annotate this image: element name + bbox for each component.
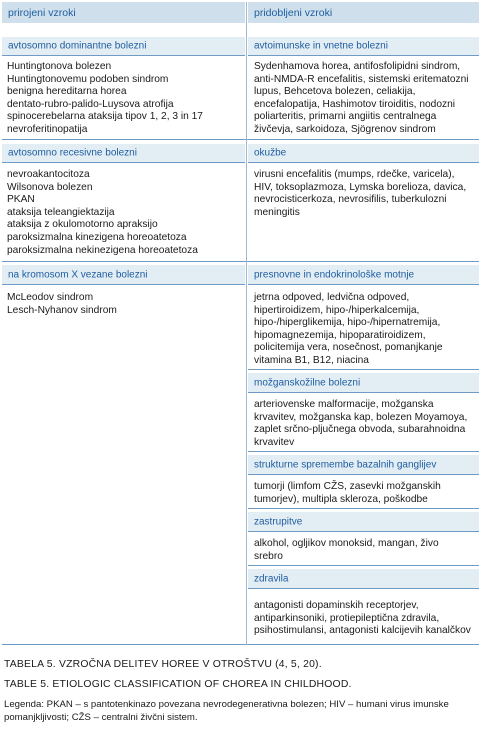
section-title-x-linked: na kromosom X vezane bolezni — [2, 265, 245, 284]
list-item: HIV, toksoplazmoza, Lymska borelioza, davica, — [254, 181, 467, 193]
row-divider — [2, 139, 479, 140]
section-title-poisoning: zastrupitve — [248, 512, 479, 531]
section-list-x-linked — [7, 292, 117, 317]
section-list-autoimmune — [254, 61, 469, 137]
row-divider — [248, 392, 479, 393]
list-item: krvavitev — [254, 436, 295, 448]
list-item: tumorjev), multipla skleroza, poškodbe — [254, 493, 428, 505]
list-item: anti-NMDA-R encefalitis, sistemski eritematozni — [254, 73, 469, 85]
list-item: ataksija z okulomotorno apraksijo — [7, 219, 158, 231]
list-item: virusni encefalitis (mumps, rdečke, varicela), — [254, 169, 455, 180]
list-item: policitemija vera, nosečnost, pomanjkanje — [254, 342, 443, 354]
row-divider — [248, 531, 479, 532]
list-item: Huntingtonovemu podoben sindrom — [7, 73, 169, 85]
table-bottom-rule — [2, 644, 479, 645]
column-divider — [246, 2, 247, 645]
list-item: PKAN — [7, 194, 35, 206]
row-divider — [248, 474, 479, 475]
row-divider — [248, 588, 479, 589]
list-item: Sydenhamova horea, antifosfolipidni sindrom, — [254, 61, 461, 72]
section-list-metabolic — [254, 292, 443, 368]
section-title-autoimmune: avtoimunske in vnetne bolezni — [248, 37, 479, 55]
section-title-drugs: zdravila — [248, 569, 479, 588]
legend-line: pomanjkljivosti; CŽS – centralni živčni sistem. — [4, 711, 198, 723]
row-divider — [2, 162, 245, 163]
row-divider — [248, 451, 479, 452]
list-item: encefalopatija, Hashimotov tiroiditis, nodozni — [254, 98, 456, 110]
list-item: nevrocisticerkoza, nevrosifilis, tuberkulozni — [254, 194, 447, 206]
section-title-autosomal-recessive: avtosomno recesivne bolezni — [2, 144, 245, 162]
list-item: antagonisti dopaminskih receptorjev, — [254, 600, 419, 611]
row-divider — [248, 55, 479, 56]
table-caption-slovene: TABELA 5. VZROČNA DELITEV HOREE V OTROŠTVU (4, 5, 20). — [4, 659, 322, 670]
section-list-structural — [254, 481, 441, 506]
list-item: Huntingtonova bolezen — [7, 61, 112, 72]
section-list-drugs — [254, 600, 471, 638]
row-divider — [248, 508, 479, 509]
header-right-cell — [248, 2, 479, 23]
list-item: hipomagnezemija, hipoparatiroidizem, — [254, 329, 426, 341]
list-item: dentato-rubro-palido-Luysova atrofija — [7, 98, 174, 110]
list-item: vitamina B1, B12, niacina — [254, 354, 369, 366]
list-item: psihostimulansi, antagonisti kalcijevih kanalčkov — [254, 625, 471, 637]
table-caption-english: TABLE 5. ETIOLOGIC CLASSIFICATION OF CHOREA IN CHILDHOOD. — [4, 679, 352, 690]
list-item: arteriovenske malformacije, možganska — [254, 399, 434, 410]
list-item: jetrna odpoved, ledvična odpoved, — [254, 292, 410, 303]
list-item: paroksizmalna kinezigena horeoatetoza — [7, 231, 187, 243]
etiology-table — [2, 2, 479, 645]
list-item: Wilsonova bolezen — [7, 181, 93, 193]
row-divider — [2, 284, 245, 285]
header-right-label: pridobljeni vzroki — [254, 6, 333, 19]
table-legend — [4, 699, 478, 725]
list-item: alkohol, ogljikov monoksid, mangan, živo — [254, 538, 439, 549]
section-list-cerebrovascular — [254, 399, 467, 449]
list-item: tumorji (limfom CŽS, zasevki možganskih — [254, 481, 441, 492]
row-divider — [248, 369, 479, 370]
list-item: krvavitev, možganska kap, bolezen Moyamoya, — [254, 411, 468, 423]
section-list-poisoning — [254, 538, 439, 563]
section-list-autosomal-dominant — [7, 61, 203, 137]
list-item: hipo-/hiperglikemija, hipo-/hipernatremija, — [254, 317, 441, 329]
section-title-structural: strukturne spremembe bazalnih ganglijev — [248, 455, 479, 474]
section-list-autosomal-recessive — [7, 169, 198, 257]
list-item: benigna hereditarna horea — [7, 86, 127, 98]
list-item: srebro — [254, 550, 283, 562]
list-item: ataksija teleangiektazija — [7, 206, 115, 218]
row-divider — [248, 284, 479, 285]
row-divider — [248, 565, 479, 566]
section-list-infections — [254, 169, 466, 219]
list-item: paroksizmalna nekinezigena horeoatetoza — [7, 244, 198, 256]
list-item: hipertiroidizem, hipo-/hiperkalcemija, — [254, 304, 420, 316]
list-item: meningitis — [254, 206, 300, 218]
row-divider — [2, 55, 245, 56]
section-title-infections: okužbe — [248, 144, 479, 162]
header-left-cell — [2, 2, 245, 23]
legend-line: Legenda: PKAN – s pantotenkinazo povezana nevrodegenerativna bolezen; HIV – humani virus imunske — [4, 699, 449, 710]
list-item: McLeodov sindrom — [7, 292, 94, 303]
list-item: lupus, Behcetova bolezen, celiakija, — [254, 86, 416, 98]
list-item: nevroferitinopatija — [7, 123, 88, 135]
list-item: poliarteritis, primarni angiitis centralnega — [254, 111, 437, 123]
list-item: živčevja, sarkoidoza, Sjögrenov sindrom — [254, 123, 436, 135]
list-item: nevroakantocitoza — [7, 169, 90, 180]
section-title-cerebrovascular: možganskožilne bolezni — [248, 373, 479, 392]
list-item: Lesch-Nyhanov sindrom — [7, 304, 117, 316]
row-divider — [248, 162, 479, 163]
header-left-label: prirojeni vzroki — [8, 6, 76, 19]
section-title-autosomal-dominant: avtosomno dominantne bolezni — [2, 37, 245, 55]
list-item: zaplet srčno-pljučnega obvoda, subarahnoidna — [254, 424, 466, 436]
list-item: spinocerebelarna ataksija tipov 1, 2, 3 in 17 — [7, 111, 203, 123]
row-divider — [2, 261, 479, 262]
section-title-metabolic: presnovne in endokrinološke motnje — [248, 265, 479, 284]
list-item: antiparkinsoniki, protiepileptična zdravila, — [254, 612, 440, 624]
